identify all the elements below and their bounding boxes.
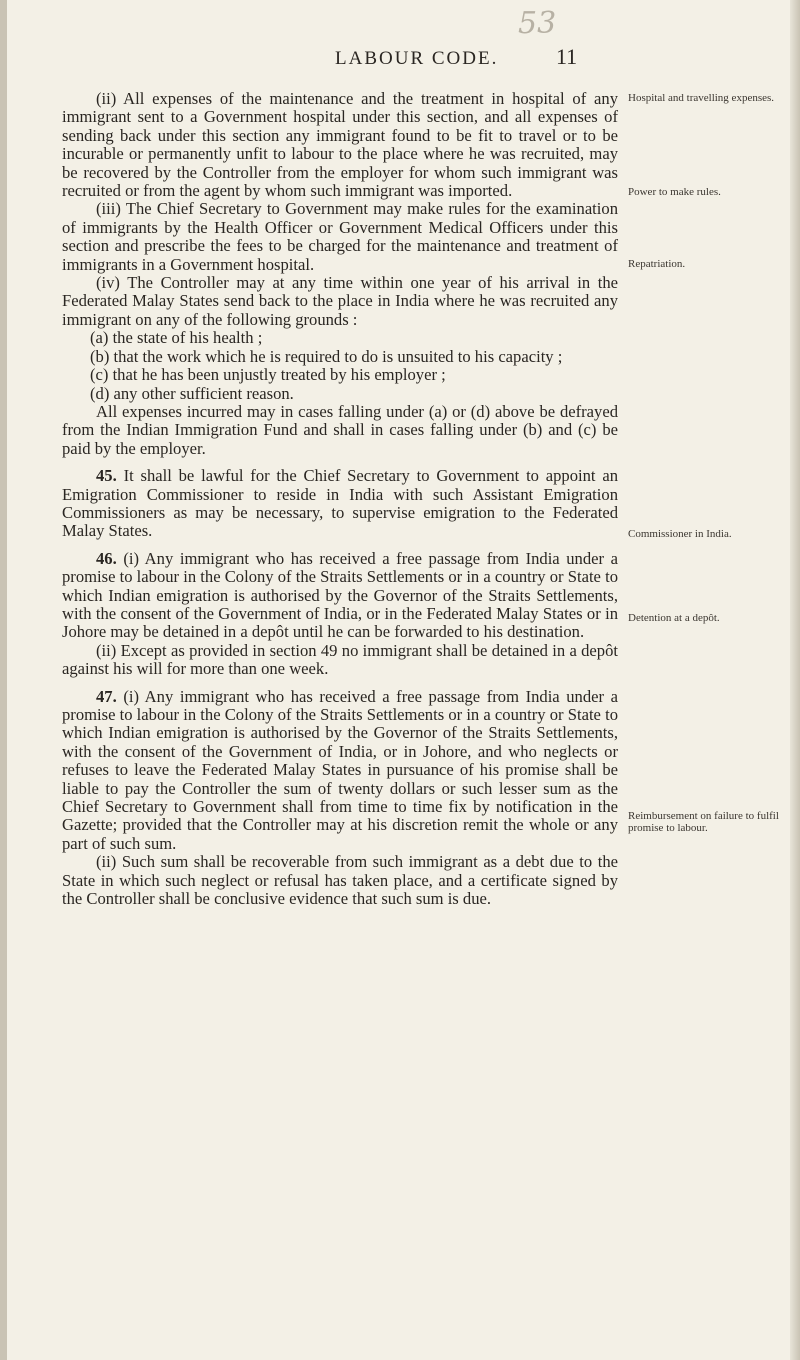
- list-item-d: (d) any other sufficient reason.: [90, 383, 294, 403]
- margin-note-hospital: Hospital and travelling expenses.: [628, 92, 775, 104]
- list-item-a: (a) the state of his health ;: [90, 328, 263, 348]
- paragraph-expenses-defrayed: All expenses incurred may in cases falling under (a) or (d) above be defrayed from the Indian Immigration Fund and shall in cases falling under (b) and (c) be paid by the employer.: [62, 401, 618, 458]
- section-47: [62, 688, 618, 854]
- page-header: [0, 44, 800, 76]
- section-47-number: 47.: [96, 686, 117, 706]
- list-item-b: (b) that the work which he is required to do is unsuited to his capacity ;: [90, 346, 563, 366]
- left-page-edge: [0, 0, 7, 1360]
- section-46-i: (i) Any immigrant who has received a free passage from India under a promise to labour in the Colony of the Straits Settlements or in a country or State to which Indian emigration is authorised by the Governor of the Straits Settlements, with the consent of the Government of India, or in the Federated Malay States or in Johore may be detained in a depôt until he can be forwarded to his destination.: [62, 548, 618, 642]
- section-45-text: It shall be lawful for the Chief Secretary to Government to appoint an Emigration Commissioner to reside in India with such Assistant Emigration Commissioners as may be necessary, to supervise emigration to the Federated Malay States.: [62, 466, 619, 541]
- paragraph-repatriation: (iv) The Controller may at any time within one year of his arrival in the Federated Malay States send back to the place in India where he was recruited any immigrant on any of the following grounds :: [62, 273, 618, 329]
- handwritten-page-mark: 53: [518, 6, 557, 41]
- section-47-ii: (ii) Such sum shall be recoverable from such immigrant as a debt due to the State in which such neglect or refusal has taken place, and a certificate signed by the Controller shall be conclusive evidence that such sum is due.: [62, 852, 618, 909]
- margin-note-commissioner: Commissioner in India.: [628, 528, 732, 540]
- margin-note-power: Power to make rules.: [628, 186, 721, 198]
- section-46: [62, 550, 618, 642]
- margin-note-detention: Detention at a depôt.: [628, 612, 720, 624]
- section-46-ii: (ii) Except as provided in section 49 no immigrant shall be detained in a depôt against his will for more than one week.: [62, 640, 618, 679]
- section-47-i: (i) Any immigrant who has received a free passage from India under a promise to labour in the Colony of the Straits Settlements or in a country or State to which Indian emigration is authorised by the Governor of the Straits Settlements, with the consent of the Government of India, or in Johore, and who neglects or refuses to leave the Federated Malay States in pursuance of his promise shall be liable to pay the Controller the sum of twenty dollars or such lesser sum as the Chief Secretary to Government shall from time to time fix by notification in the Gazette; provided that the Controller may at his discretion remit the whole or any part of such sum.: [62, 686, 618, 853]
- margin-note-repatriation: Repatriation.: [628, 258, 686, 270]
- section-46-number: 46.: [96, 548, 117, 568]
- paragraph-make-rules: (iii) The Chief Secretary to Government may make rules for the examination of immigrants by the Health Officer or Government Medical Officers under this section and prescribe the fees to be charged for the maintenance and treatment of immigrants in a Government hospital.: [62, 199, 618, 274]
- margin-note-reimbursement: Reimbursement on failure to fulfil promise to labour.: [628, 810, 779, 834]
- body-text: [62, 90, 618, 908]
- paragraph-hospital-expenses: (ii) All expenses of the maintenance and the treatment in hospital of any immigrant sent to a Government hospital under this section, and all expenses of sending back under this section any immigrant found to be fit to travel or to be incurable or permanently unfit to labour to the place where he was recruited, may be recovered by the Controller from the employer for whom such immigrant was recruited or from the agent by whom such immigrant was imported.: [62, 89, 618, 201]
- section-45: [62, 467, 618, 541]
- running-head: LABOUR CODE.: [335, 48, 499, 69]
- list-item-c: (c) that he has been unjustly treated by his employer ;: [90, 365, 446, 385]
- right-page-edge: [790, 0, 800, 1360]
- page-number: 11: [556, 44, 578, 69]
- section-45-number: 45.: [96, 466, 117, 486]
